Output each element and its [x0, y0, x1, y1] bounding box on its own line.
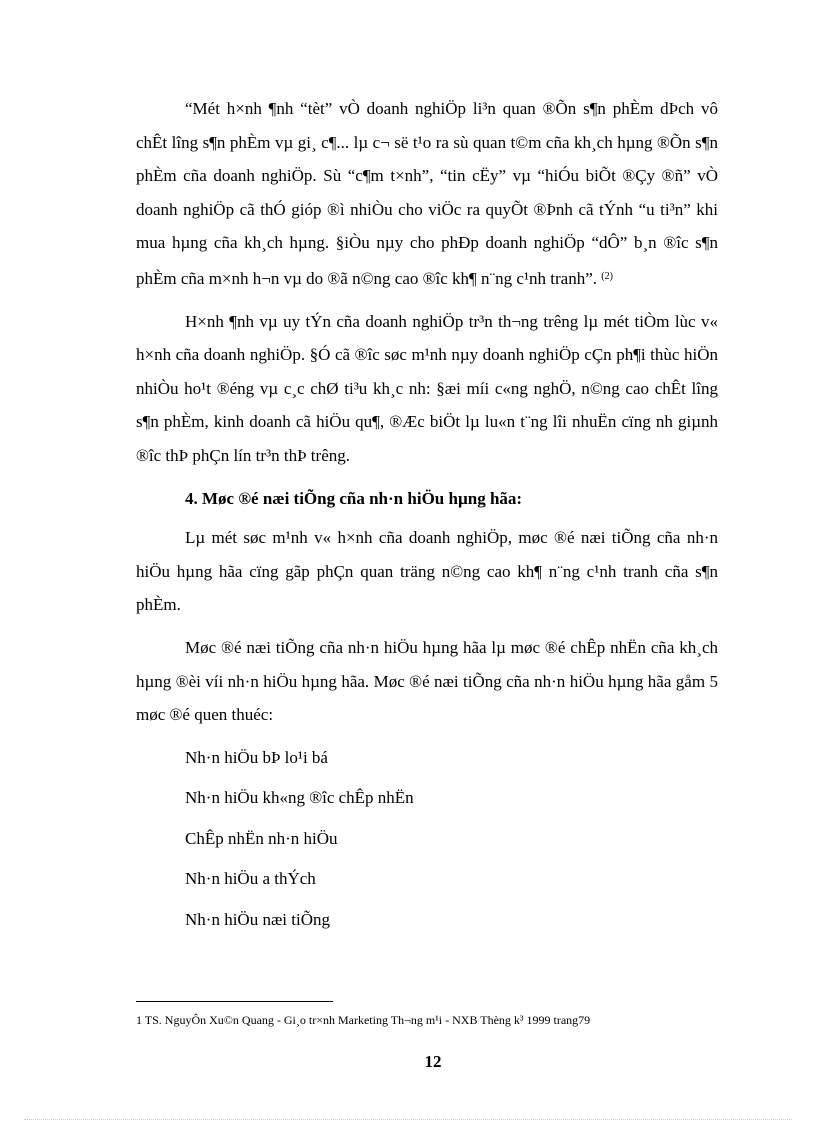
list-item: ChÊp nhËn nh·n hiÖu: [185, 828, 338, 848]
list-item: Nh·n hiÖu næi tiÕng: [185, 910, 330, 930]
paragraph-brand-strength: Lµ mét søc m¹nh v« h×nh cña doanh nghiÖp, møc ®é næi tiÕng cña nh·n hiÖu hµng hãa cïng gãp phÇn quan träng n©ng cao kh¶ n¨ng c¹nh tranh cña s¶n phÈm.: [136, 528, 718, 615]
list-item: Nh·n hiÖu bÞ lo¹i bá: [185, 747, 328, 767]
paragraph-image-reputation: H×nh ¶nh vµ uy tÝn cña doanh nghiÖp tr³n th¬ng trêng lµ mét tiÒm lùc v« h×nh cña doanh nghiÖp. §Ó cã ®îc søc m¹nh nµy doanh nghiÖp cÇn ph¶i thùc hiÖn nhiÒu ho¹t ®éng vµ c¸c chØ ti³u kh¸c nh: §æi míi c«ng nghÖ, n©ng cao chÊt lîng s¶n phÈm, kinh doanh cã hiÖu qu¶, ®Æc biÖt lµ lu«n t¨ng lîi nhuËn cïng nh giµnh ®îc thÞ phÇn lín tr³n thÞ trêng.: [136, 311, 718, 465]
footnote-separator: [136, 1001, 333, 1002]
list-item: Nh·n hiÖu a thÝch: [185, 869, 316, 889]
paragraph-quote-text: “Mét h×nh ¶nh “tèt” vÒ doanh nghiÖp li³n quan ®Õn s¶n phÈm dÞch vô chÊt lîng s¶n phÈm vµ gi¸ c¶... lµ c¬ së t¹o ra sù quan t©m cña kh¸ch hµng ®Õn s¶n phÈm cña doanh nghiÖp. Sù “c¶m t×nh”, “tin cËy” vµ “hiÓu biÕt ®Çy ®ñ” vÒ doanh nghiÖp cã thÓ gióp ®ì nhiÒu cho viÖc ra quyÕt ®Þnh cã tÝnh “u ti³n” khi mua hµng cña kh¸ch hµng. §iÒu nµy cho phÐp doanh nghiÖp “dÔ” b¸n ®îc s¶n phÈm cña m×nh h¬n vµ do ®ã n©ng cao ®îc kh¶ n¨ng c¹nh tranh”.: [136, 99, 718, 288]
page-bottom-border: [24, 1119, 792, 1120]
paragraph-quote: [136, 92, 718, 296]
body-text: [136, 92, 718, 944]
reference-marker: (2): [601, 270, 613, 282]
list-item: Nh·n hiÖu kh«ng ®îc chÊp nhËn: [185, 788, 414, 808]
footnote: 1 TS. NguyÔn Xu©n Quang - Gi¸o tr×nh Marketing Th¬ng m¹i - NXB Thèng k³ 1999 trang79: [136, 1013, 591, 1027]
page-number: 12: [424, 1052, 442, 1071]
section-heading: 4. Møc ®é næi tiÕng cña nh·n hiÖu hµng hãa:: [185, 488, 523, 508]
paragraph-brand-levels: Møc ®é næi tiÕng cña nh·n hiÖu hµng hãa lµ møc ®é chÊp nhËn cña kh¸ch hµng ®èi víi nh·n hiÖu hµng hãa. Møc ®é næi tiÕng cña nh·n hiÖu hµng hãa gåm 5 møc ®é quen thuéc:: [136, 637, 718, 725]
